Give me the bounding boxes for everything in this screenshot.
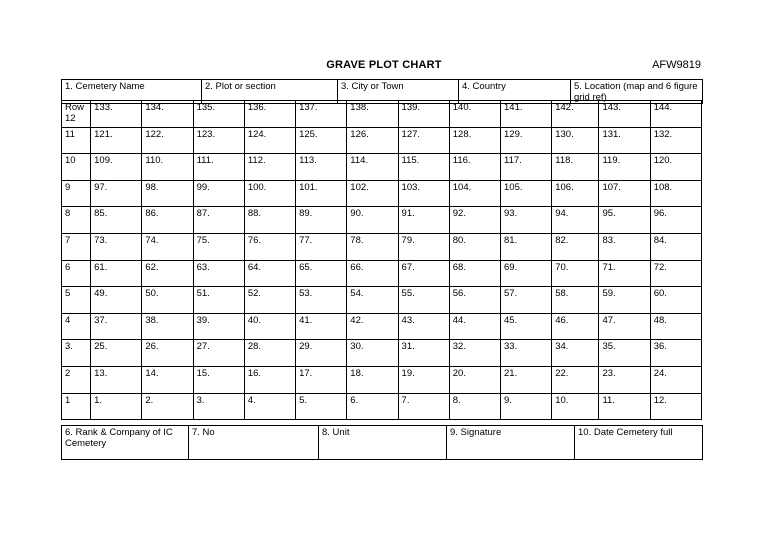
plot-cell[interactable]: 114.	[347, 154, 398, 181]
plot-cell[interactable]: 60.	[650, 287, 701, 314]
plot-row	[62, 340, 702, 367]
location-field[interactable]: 5. Location (map and 6 figure grid ref)	[571, 80, 703, 104]
plot-cell[interactable]: 140.	[449, 101, 500, 128]
plot-cell[interactable]: 73.	[91, 233, 142, 260]
plot-cell[interactable]: 100.	[244, 180, 295, 207]
plot-cell[interactable]: 31.	[398, 340, 449, 367]
row-label: 10	[62, 154, 91, 181]
page-title: GRAVE PLOT CHART	[326, 59, 442, 71]
plot-cell[interactable]: 82.	[552, 233, 599, 260]
plot-cell[interactable]: 41.	[296, 313, 347, 340]
plot-cell[interactable]: 25.	[91, 340, 142, 367]
plot-cell[interactable]: 10.	[552, 393, 599, 420]
plot-cell[interactable]: 131.	[599, 127, 650, 154]
plot-row	[62, 366, 702, 393]
plot-cell[interactable]: 38.	[142, 313, 193, 340]
plot-cell[interactable]: 76.	[244, 233, 295, 260]
plot-cell[interactable]: 87.	[193, 207, 244, 234]
plot-cell[interactable]: 96.	[650, 207, 701, 234]
plot-cell[interactable]: 144.	[650, 101, 701, 128]
plot-cell[interactable]: 128.	[449, 127, 500, 154]
plot-cell[interactable]: 90.	[347, 207, 398, 234]
unit-field[interactable]: 8. Unit	[319, 426, 447, 460]
plot-cell[interactable]: 68.	[449, 260, 500, 287]
plot-cell[interactable]: 113.	[296, 154, 347, 181]
plot-cell[interactable]: 23.	[599, 366, 650, 393]
plot-cell[interactable]: 43.	[398, 313, 449, 340]
row-label: 6	[62, 260, 91, 287]
plot-cell[interactable]: 54.	[347, 287, 398, 314]
plot-cell[interactable]: 98.	[142, 180, 193, 207]
plot-cell[interactable]: 20.	[449, 366, 500, 393]
plot-cell[interactable]: 64.	[244, 260, 295, 287]
plot-cell[interactable]: 132.	[650, 127, 701, 154]
plot-cell[interactable]: 141.	[501, 101, 552, 128]
plot-cell[interactable]: 92.	[449, 207, 500, 234]
plot-cell[interactable]: 48.	[650, 313, 701, 340]
plot-cell[interactable]: 26.	[142, 340, 193, 367]
plot-cell[interactable]: 69.	[501, 260, 552, 287]
plot-cell[interactable]: 79.	[398, 233, 449, 260]
plot-cell[interactable]: 55.	[398, 287, 449, 314]
plot-cell[interactable]: 111.	[193, 154, 244, 181]
plot-cell[interactable]: 134.	[142, 101, 193, 128]
plot-cell[interactable]: 47.	[599, 313, 650, 340]
footer-fields-table	[61, 425, 703, 460]
plot-cell[interactable]: 109.	[91, 154, 142, 181]
row-label: 11	[62, 127, 91, 154]
plot-cell[interactable]: 122.	[142, 127, 193, 154]
plot-cell[interactable]: 84.	[650, 233, 701, 260]
plot-cell[interactable]: 59.	[599, 287, 650, 314]
form-code: AFW9819	[652, 59, 701, 71]
plot-cell[interactable]: 106.	[552, 180, 599, 207]
plot-cell[interactable]: 108.	[650, 180, 701, 207]
signature-field[interactable]: 9. Signature	[447, 426, 575, 460]
plot-cell[interactable]: 71.	[599, 260, 650, 287]
plot-cell[interactable]: 2.	[142, 393, 193, 420]
plot-cell[interactable]: 52.	[244, 287, 295, 314]
plot-cell[interactable]: 94.	[552, 207, 599, 234]
plot-cell[interactable]: 103.	[398, 180, 449, 207]
plot-cell[interactable]: 7.	[398, 393, 449, 420]
plot-cell[interactable]: 14.	[142, 366, 193, 393]
row-label: 2	[62, 366, 91, 393]
plot-cell[interactable]: 81.	[501, 233, 552, 260]
plot-cell[interactable]: 121.	[91, 127, 142, 154]
plot-cell[interactable]: 24.	[650, 366, 701, 393]
plot-cell[interactable]: 15.	[193, 366, 244, 393]
plot-row	[62, 207, 702, 234]
plot-cell[interactable]: 89.	[296, 207, 347, 234]
plot-cell[interactable]: 75.	[193, 233, 244, 260]
row-label: 9	[62, 180, 91, 207]
plot-cell[interactable]: 40.	[244, 313, 295, 340]
plot-cell[interactable]: 123.	[193, 127, 244, 154]
plot-cell[interactable]: 119.	[599, 154, 650, 181]
plot-cell[interactable]: 83.	[599, 233, 650, 260]
plot-cell[interactable]: 88.	[244, 207, 295, 234]
plot-cell[interactable]: 8.	[449, 393, 500, 420]
plot-cell[interactable]: 72.	[650, 260, 701, 287]
plot-cell[interactable]: 104.	[449, 180, 500, 207]
plot-cell[interactable]: 36.	[650, 340, 701, 367]
plot-cell[interactable]: 95.	[599, 207, 650, 234]
plot-cell[interactable]: 93.	[501, 207, 552, 234]
plot-cell[interactable]: 34.	[552, 340, 599, 367]
plot-cell[interactable]: 110.	[142, 154, 193, 181]
plot-cell[interactable]: 6.	[347, 393, 398, 420]
plot-row	[62, 313, 702, 340]
plot-cell[interactable]: 19.	[398, 366, 449, 393]
plot-cell[interactable]: 115.	[398, 154, 449, 181]
plot-cell[interactable]: 17.	[296, 366, 347, 393]
plot-cell[interactable]: 66.	[347, 260, 398, 287]
plot-cell[interactable]: 143.	[599, 101, 650, 128]
plot-cell[interactable]: 86.	[142, 207, 193, 234]
plot-cell[interactable]: 117.	[501, 154, 552, 181]
plot-cell[interactable]: 5.	[296, 393, 347, 420]
plot-row	[62, 393, 702, 420]
plot-cell[interactable]: 130.	[552, 127, 599, 154]
plot-cell[interactable]: 46.	[552, 313, 599, 340]
plot-cell[interactable]: 45.	[501, 313, 552, 340]
plot-cell[interactable]: 77.	[296, 233, 347, 260]
plot-row	[62, 127, 702, 154]
plot-cell[interactable]: 112.	[244, 154, 295, 181]
row-label: 3.	[62, 340, 91, 367]
plot-cell[interactable]: 61.	[91, 260, 142, 287]
plot-cell[interactable]: 80.	[449, 233, 500, 260]
plot-cell[interactable]: 21.	[501, 366, 552, 393]
plot-cell[interactable]: 4.	[244, 393, 295, 420]
date-cemetery-full-field[interactable]: 10. Date Cemetery full	[575, 426, 703, 460]
plot-row	[62, 154, 702, 181]
plot-cell[interactable]: 127.	[398, 127, 449, 154]
plot-cell[interactable]: 137.	[296, 101, 347, 128]
plot-cell[interactable]: 57.	[501, 287, 552, 314]
plot-cell[interactable]: 39.	[193, 313, 244, 340]
plot-cell[interactable]: 118.	[552, 154, 599, 181]
plot-grid	[61, 100, 702, 420]
plot-cell[interactable]: 74.	[142, 233, 193, 260]
plot-cell[interactable]: 135.	[193, 101, 244, 128]
row-label: 5	[62, 287, 91, 314]
plot-cell[interactable]: 29.	[296, 340, 347, 367]
plot-cell[interactable]: 99.	[193, 180, 244, 207]
plot-cell[interactable]: 13.	[91, 366, 142, 393]
plot-cell[interactable]: 37.	[91, 313, 142, 340]
plot-cell[interactable]: 50.	[142, 287, 193, 314]
plot-cell[interactable]: 63.	[193, 260, 244, 287]
plot-cell[interactable]: 11.	[599, 393, 650, 420]
plot-cell[interactable]: 91.	[398, 207, 449, 234]
plot-cell[interactable]: 107.	[599, 180, 650, 207]
country-field[interactable]: 4. Country	[459, 80, 571, 104]
row-label: Row 12	[62, 101, 91, 128]
plot-row	[62, 180, 702, 207]
plot-cell[interactable]: 105.	[501, 180, 552, 207]
plot-cell[interactable]: 1.	[91, 393, 142, 420]
plot-row	[62, 260, 702, 287]
rank-company-field[interactable]: 6. Rank & Company of IC Cemetery	[62, 426, 189, 460]
plot-cell[interactable]: 58.	[552, 287, 599, 314]
plot-cell[interactable]: 70.	[552, 260, 599, 287]
plot-cell[interactable]: 67.	[398, 260, 449, 287]
plot-cell[interactable]: 129.	[501, 127, 552, 154]
plot-or-section-field[interactable]: 2. Plot or section	[202, 80, 338, 104]
plot-cell[interactable]: 85.	[91, 207, 142, 234]
plot-cell[interactable]: 142.	[552, 101, 599, 128]
plot-cell[interactable]: 9.	[501, 393, 552, 420]
plot-cell[interactable]: 78.	[347, 233, 398, 260]
plot-row	[62, 101, 702, 128]
plot-cell[interactable]: 65.	[296, 260, 347, 287]
cemetery-name-field[interactable]: 1. Cemetery Name	[62, 80, 202, 104]
plot-cell[interactable]: 126.	[347, 127, 398, 154]
plot-cell[interactable]: 3.	[193, 393, 244, 420]
plot-cell[interactable]: 133.	[91, 101, 142, 128]
row-label: 8	[62, 207, 91, 234]
plot-cell[interactable]: 16.	[244, 366, 295, 393]
plot-cell[interactable]: 33.	[501, 340, 552, 367]
plot-cell[interactable]: 51.	[193, 287, 244, 314]
plot-cell[interactable]: 139.	[398, 101, 449, 128]
plot-cell[interactable]: 101.	[296, 180, 347, 207]
city-or-town-field[interactable]: 3. City or Town	[338, 80, 459, 104]
plot-cell[interactable]: 22.	[552, 366, 599, 393]
plot-cell[interactable]: 49.	[91, 287, 142, 314]
plot-grid-body	[62, 101, 702, 420]
plot-cell[interactable]: 120.	[650, 154, 701, 181]
row-label: 7	[62, 233, 91, 260]
plot-cell[interactable]: 53.	[296, 287, 347, 314]
plot-cell[interactable]: 97.	[91, 180, 142, 207]
plot-cell[interactable]: 116.	[449, 154, 500, 181]
plot-row	[62, 233, 702, 260]
plot-cell[interactable]: 32.	[449, 340, 500, 367]
plot-cell[interactable]: 18.	[347, 366, 398, 393]
plot-cell[interactable]: 30.	[347, 340, 398, 367]
plot-cell[interactable]: 124.	[244, 127, 295, 154]
plot-cell[interactable]: 28.	[244, 340, 295, 367]
plot-cell[interactable]: 125.	[296, 127, 347, 154]
row-label: 4	[62, 313, 91, 340]
plot-cell[interactable]: 102.	[347, 180, 398, 207]
plot-cell[interactable]: 138.	[347, 101, 398, 128]
plot-cell[interactable]: 27.	[193, 340, 244, 367]
row-label: 1	[62, 393, 91, 420]
number-field[interactable]: 7. No	[189, 426, 319, 460]
footer-fields-row	[62, 426, 703, 460]
plot-cell[interactable]: 12.	[650, 393, 701, 420]
plot-row	[62, 287, 702, 314]
plot-cell[interactable]: 56.	[449, 287, 500, 314]
plot-cell[interactable]: 62.	[142, 260, 193, 287]
plot-cell[interactable]: 44.	[449, 313, 500, 340]
plot-cell[interactable]: 136.	[244, 101, 295, 128]
plot-cell[interactable]: 35.	[599, 340, 650, 367]
plot-cell[interactable]: 42.	[347, 313, 398, 340]
